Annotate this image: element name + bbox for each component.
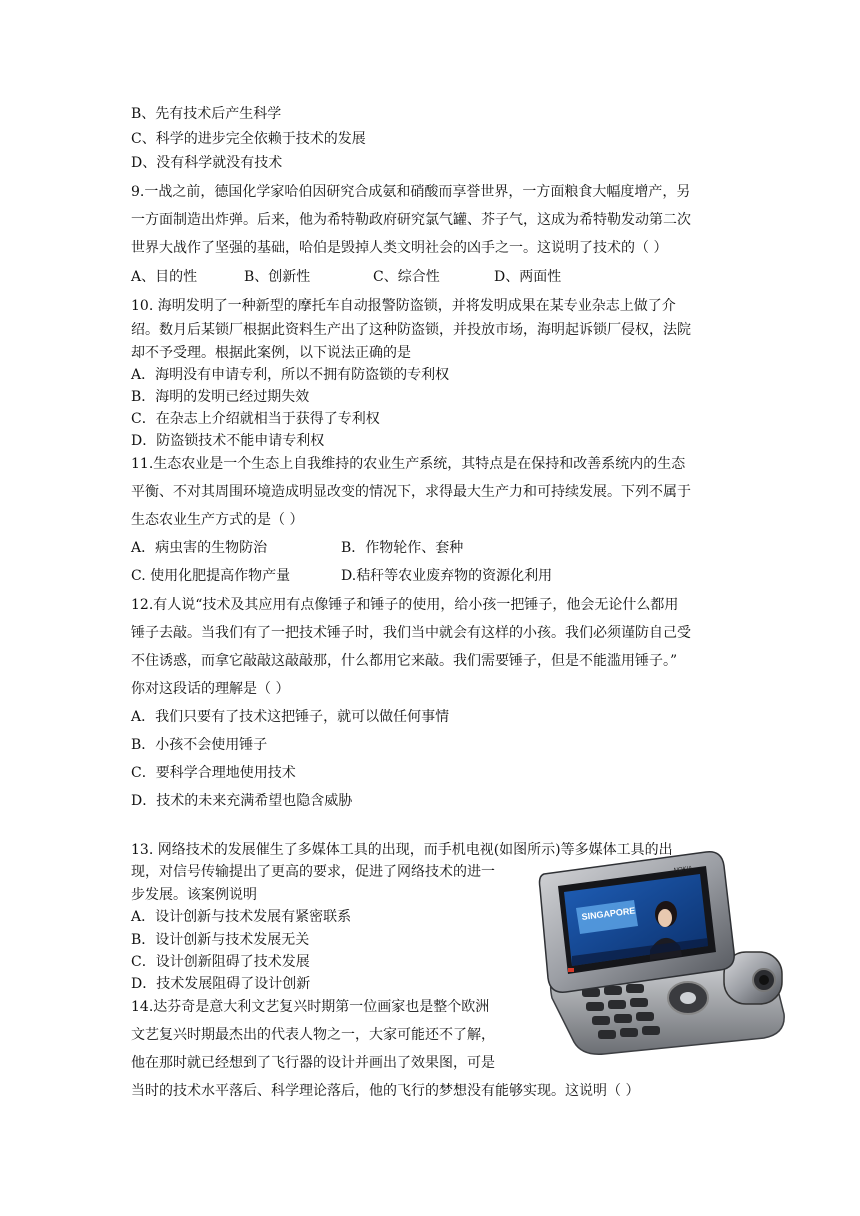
q10-option-a: A．海明没有申请专利，所以不拥有防盗锁的专利权 — [131, 367, 450, 383]
q8-option-d: D、没有科学就没有技术 — [131, 155, 283, 171]
q12-stem-line: 不住诱惑，而拿它敲敲这敲敲那，什么都用它来敲。我们需要锤子，但是不能滥用锤子。” — [131, 653, 678, 669]
q14-stem-line: 14.达芬奇是意大利文艺复兴时期第一位画家也是整个欧洲 — [131, 999, 490, 1015]
q9-stem-line: 9.一战之前，德国化学家哈伯因研究合成氨和硝酸而享誉世界，一方面粮食大幅度增产，另 — [131, 184, 691, 200]
q14-stem-line: 文艺复兴时期最杰出的代表人物之一，大家可能还不了解， — [131, 1027, 495, 1043]
mobile-tv-phone-image — [538, 848, 792, 1060]
screen-channel-text: SINGAPORE — [581, 905, 636, 922]
q10-stem-line: 绍。数月后某锁厂根据此资料生产出了这种防盗锁，并投放市场，海明起诉锁厂侵权，法院 — [131, 322, 691, 338]
q12-option-c: C．要科学合理地使用技术 — [131, 765, 296, 781]
q12-stem-line: 你对这段话的理解是（ ） — [131, 681, 290, 697]
q14-stem-line: 他在那时就已经想到了飞行器的设计并画出了效果图，可是 — [131, 1055, 495, 1071]
q13-option-a: A．设计创新与技术发展有紧密联系 — [131, 909, 352, 925]
q12-option-d: D．技术的未来充满希望也隐含威胁 — [131, 793, 353, 809]
q11-stem-line: 11.生态农业是一个生态上自我维持的农业生产系统，其特点是在保持和改善系统内的生态 — [131, 456, 686, 472]
phone-brand-text: NOKIA — [673, 865, 693, 874]
q13-stem-line: 现，对信号传输提出了更高的要求，促进了网络技术的进一 — [131, 864, 495, 880]
q11-option-c: C. 使用化肥提高作物产量 — [131, 568, 291, 584]
q10-option-d: D．防盗锁技术不能申请专利权 — [131, 433, 325, 449]
q9-option-d: D、两面性 — [494, 269, 562, 285]
q9-stem-line: 一方面制造出炸弹。后来，他为希特勒政府研究氯气罐、芥子气，这成为希特勒发动第二次 — [131, 212, 691, 228]
q11-option-b: B．作物轮作、套种 — [341, 540, 464, 556]
q12-option-a: A．我们只要有了技术这把锤子，就可以做任何事情 — [131, 709, 450, 725]
q10-stem-line: 却不予受理。根据此案例，以下说法正确的是 — [131, 345, 411, 361]
q13-option-d: D．技术发展阻碍了设计创新 — [131, 976, 311, 992]
q9-option-b: B、创新性 — [244, 269, 311, 285]
q10-option-b: B．海明的发明已经过期失效 — [131, 389, 310, 405]
q10-stem-line: 10. 海明发明了一种新型的摩托车自动报警防盗锁，并将发明成果在某专业杂志上做了介 — [131, 298, 676, 314]
q11-stem-line: 平衡、不对其周围环境造成明显改变的情况下，求得最大生产力和可持续发展。下列不属于 — [131, 484, 691, 500]
q13-stem-line: 步发展。该案例说明 — [131, 887, 257, 903]
q12-stem-line: 锤子去敲。当我们有了一把技术锤子时，我们当中就会有这样的小孩。我们必须谨防自己受 — [131, 625, 691, 641]
q11-stem-line: 生态农业生产方式的是（ ） — [131, 512, 304, 528]
q13-stem-line: 13. 网络技术的发展催生了多媒体工具的出现，而手机电视(如图所示)等多媒体工具的出 — [131, 842, 673, 858]
q13-option-b: B．设计创新与技术发展无关 — [131, 932, 310, 948]
q14-stem-line: 当时的技术水平落后、科学理论落后，他的飞行的梦想没有能够实现。这说明（ ） — [131, 1083, 640, 1099]
q9-option-a: A、目的性 — [131, 269, 198, 285]
q13-option-c: C．设计创新阻碍了技术发展 — [131, 954, 310, 970]
q8-option-c: C、科学的进步完全依赖于技术的发展 — [131, 131, 366, 147]
q9-option-c: C、综合性 — [373, 269, 440, 285]
q12-stem-line: 12.有人说“技术及其应用有点像锤子和锤子的使用，给小孩一把锤子，他会无论什么都用 — [131, 597, 679, 613]
q12-option-b: B．小孩不会使用锤子 — [131, 737, 268, 753]
q9-stem-line: 世界大战作了坚强的基础，哈伯是毁掉人类文明社会的凶手之一。这说明了技术的（ ） — [131, 240, 668, 256]
q11-option-a: A．病虫害的生物防治 — [131, 540, 268, 556]
q10-option-c: C．在杂志上介绍就相当于获得了专利权 — [131, 411, 380, 427]
q11-option-d: D.秸秆等农业废弃物的资源化利用 — [341, 568, 553, 584]
q8-option-b: B、先有技术后产生科学 — [131, 106, 282, 122]
